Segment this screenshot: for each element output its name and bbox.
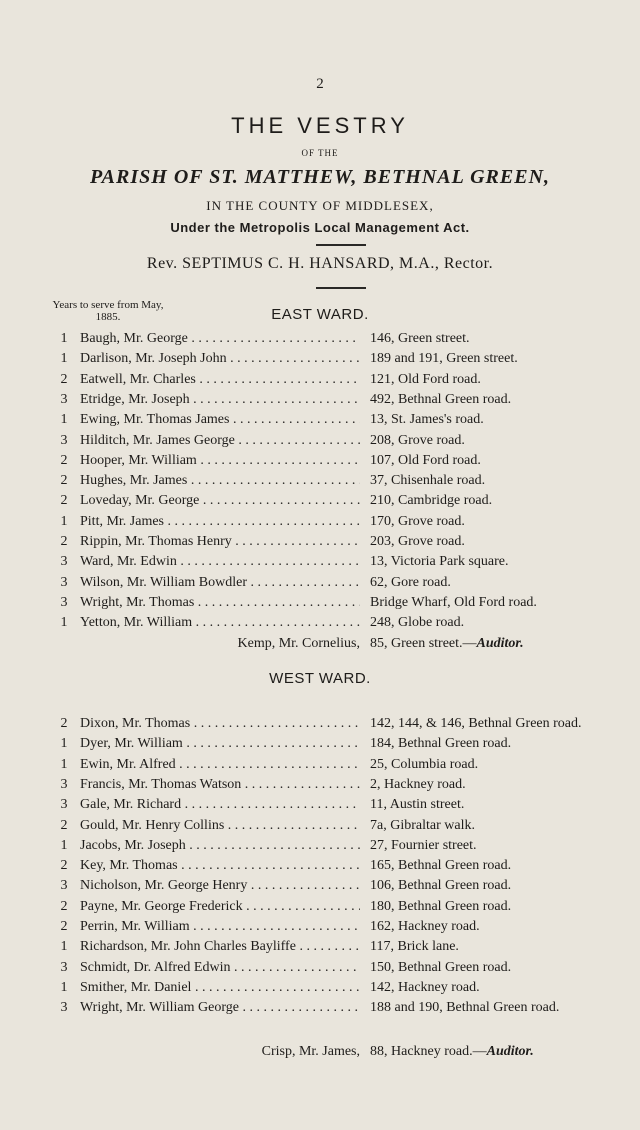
of-the-label: OF THE — [301, 148, 339, 158]
member-address: 180, Bethnal Green road. — [370, 898, 512, 914]
member-row — [0, 939, 640, 959]
member-address: 121, Old Ford road. — [370, 371, 481, 387]
member-row — [0, 919, 640, 939]
member-row — [0, 534, 640, 554]
divider-rule — [316, 287, 366, 289]
auditor-address: 88, Hackney road.—Auditor. — [370, 1044, 534, 1059]
member-row — [0, 736, 640, 756]
page-title: THE VESTRY — [231, 113, 409, 138]
member-name: Nicholson, Mr. George Henry . . . — [80, 878, 360, 894]
member-row — [0, 595, 640, 615]
member-name: Francis, Mr. Thomas Watson . . . — [80, 777, 360, 793]
auditor-role: Auditor. — [486, 1044, 534, 1059]
years-to-serve: 1 — [60, 331, 68, 346]
member-row — [0, 433, 640, 453]
member-address: 189 and 191, Green street. — [370, 351, 518, 367]
member-name: Pitt, Mr. James . . . — [80, 514, 360, 530]
years-to-serve: 2 — [60, 898, 68, 914]
member-address: 188 and 190, Bethnal Green road. — [370, 1000, 560, 1016]
member-name: Yetton, Mr. William . . . — [80, 615, 360, 631]
member-address: 492, Bethnal Green road. — [370, 391, 512, 407]
member-address: 37, Chisenhale road. — [370, 473, 486, 489]
years-to-serve: 2 — [60, 371, 68, 387]
member-name: Ward, Mr. Edwin . . . — [80, 554, 360, 570]
member-name: Hughes, Mr. James . . . — [80, 473, 360, 489]
member-row — [0, 960, 640, 980]
member-name: Hilditch, Mr. James George . . . — [80, 433, 360, 449]
years-to-serve: 3 — [60, 797, 68, 813]
member-name: Baugh, Mr. George . . . — [80, 331, 360, 347]
member-name: Dyer, Mr. William . . . — [80, 736, 360, 752]
member-name: Hooper, Mr. William . . . — [80, 453, 360, 469]
member-address: 11, Austin street. — [370, 797, 465, 813]
member-name: Dixon, Mr. Thomas . . . — [80, 716, 360, 732]
member-name: Wright, Mr. William George . . . — [80, 1000, 360, 1016]
member-row — [0, 797, 640, 817]
years-to-serve: 3 — [60, 554, 68, 570]
member-address: 162, Hackney road. — [370, 919, 480, 934]
member-address: 2, Hackney road. — [370, 776, 466, 792]
years-to-serve: 3 — [60, 594, 68, 610]
member-address: 117, Brick lane. — [370, 939, 459, 955]
member-row — [0, 1000, 640, 1020]
member-name: Key, Mr. Thomas . . . — [80, 858, 360, 874]
years-to-serve: 3 — [60, 391, 68, 407]
auditor-role: Auditor. — [476, 636, 524, 651]
member-name: Richardson, Mr. John Charles Bayliffe . . . — [80, 939, 360, 955]
member-row — [0, 858, 640, 878]
years-to-serve: 1 — [60, 979, 68, 995]
member-address: 13, Victoria Park square. — [370, 554, 509, 570]
member-address: 106, Bethnal Green road. — [370, 878, 512, 894]
years-to-serve: 2 — [60, 534, 68, 549]
years-to-serve: 1 — [60, 837, 68, 853]
east-ward-heading: EAST WARD. — [271, 306, 369, 323]
auditor-name: Kemp, Mr. Cornelius, — [237, 636, 360, 651]
county-line: IN THE COUNTY OF MIDDLESEX, — [206, 198, 434, 213]
member-name: Jacobs, Mr. Joseph . . . — [80, 838, 360, 854]
member-row — [0, 554, 640, 574]
years-to-serve: 1 — [60, 412, 68, 428]
member-address: 165, Bethnal Green road. — [370, 858, 512, 874]
member-address: 7a, Gibraltar walk. — [370, 817, 475, 833]
years-to-serve: 2 — [60, 452, 68, 468]
member-row — [0, 331, 640, 351]
member-row — [0, 575, 640, 595]
member-row — [0, 372, 640, 392]
years-to-serve: 1 — [60, 939, 68, 955]
member-name: Etridge, Mr. Joseph . . . — [80, 392, 360, 408]
member-address: 170, Grove road. — [370, 513, 465, 529]
member-row — [0, 838, 640, 858]
act-line: Under the Metropolis Local Management Act. — [170, 220, 470, 235]
member-address: 142, Hackney road. — [370, 979, 480, 995]
member-name: Loveday, Mr. George . . . — [80, 493, 360, 509]
member-address: Bridge Wharf, Old Ford road. — [370, 594, 537, 610]
member-name: Ewing, Mr. Thomas James . . . — [80, 412, 360, 428]
years-to-serve: 3 — [60, 959, 68, 975]
years-to-serve: 3 — [60, 878, 68, 894]
west-ward-heading: WEST WARD. — [269, 670, 371, 687]
member-name: Wilson, Mr. William Bowdler . . . — [80, 575, 360, 591]
east-auditor-row — [0, 636, 640, 656]
member-row — [0, 980, 640, 1000]
member-name: Gale, Mr. Richard . . . — [80, 797, 360, 813]
years-to-serve: 3 — [60, 776, 68, 792]
years-to-serve: 3 — [60, 432, 68, 448]
years-to-serve: 3 — [60, 574, 68, 590]
member-address: 208, Grove road. — [370, 432, 465, 448]
years-to-serve: 2 — [60, 919, 68, 934]
member-row — [0, 899, 640, 919]
member-name: Darlison, Mr. Joseph John . . . — [80, 351, 360, 367]
member-address: 27, Fournier street. — [370, 837, 477, 853]
parish-heading: PARISH OF ST. MATTHEW, BETHNAL GREEN, — [89, 166, 551, 188]
years-to-serve: 1 — [60, 756, 68, 772]
member-row — [0, 818, 640, 838]
member-row — [0, 412, 640, 432]
member-address: 62, Gore road. — [370, 574, 451, 590]
member-address: 25, Columbia road. — [370, 756, 479, 772]
member-row — [0, 757, 640, 777]
member-address: 184, Bethnal Green road. — [370, 736, 512, 752]
member-row — [0, 351, 640, 371]
member-address: 13, St. James's road. — [370, 412, 484, 428]
divider-rule — [316, 244, 366, 246]
years-to-serve-label: Years to serve from May, 1885. — [52, 299, 164, 323]
member-row — [0, 716, 640, 736]
auditor-name: Crisp, Mr. James, — [261, 1044, 360, 1059]
member-address: 142, 144, & 146, Bethnal Green road. — [370, 716, 582, 731]
west-auditor-row — [0, 1044, 640, 1064]
years-to-serve: 2 — [60, 716, 68, 731]
page-number: 2 — [316, 76, 324, 92]
auditor-address: 85, Green street.—Auditor. — [370, 636, 524, 651]
member-address: 146, Green street. — [370, 331, 470, 346]
member-name: Ewin, Mr. Alfred . . . — [80, 757, 360, 773]
member-row — [0, 392, 640, 412]
member-name: Smither, Mr. Daniel . . . — [80, 980, 360, 996]
member-row — [0, 473, 640, 493]
member-name: Gould, Mr. Henry Collins . . . — [80, 818, 360, 834]
years-to-serve: 2 — [60, 858, 68, 874]
member-address: 210, Cambridge road. — [370, 493, 493, 509]
years-to-serve: 2 — [60, 473, 68, 489]
years-to-serve: 1 — [60, 615, 68, 631]
member-address: 248, Globe road. — [370, 615, 465, 631]
member-address: 150, Bethnal Green road. — [370, 959, 512, 975]
member-row — [0, 514, 640, 534]
member-name: Payne, Mr. George Frederick . . . — [80, 899, 360, 915]
member-name: Eatwell, Mr. Charles . . . — [80, 372, 360, 388]
member-row — [0, 878, 640, 898]
member-row — [0, 493, 640, 513]
member-name: Perrin, Mr. William . . . — [80, 919, 360, 935]
member-name: Rippin, Mr. Thomas Henry . . . — [80, 534, 360, 550]
member-address: 107, Old Ford road. — [370, 452, 481, 468]
member-name: Wright, Mr. Thomas . . . — [80, 595, 360, 611]
member-row — [0, 777, 640, 797]
member-name: Schmidt, Dr. Alfred Edwin . . . — [80, 960, 360, 976]
member-row — [0, 615, 640, 635]
member-row — [0, 453, 640, 473]
years-to-serve: 2 — [60, 817, 68, 833]
rector-line: Rev. SEPTIMUS C. H. HANSARD, M.A., Rector. — [146, 255, 494, 272]
years-to-serve: 1 — [60, 351, 68, 367]
years-to-serve: 2 — [60, 493, 68, 509]
years-to-serve: 1 — [60, 736, 68, 752]
years-to-serve: 3 — [60, 1000, 68, 1016]
member-address: 203, Grove road. — [370, 534, 465, 549]
years-to-serve: 1 — [60, 513, 68, 529]
